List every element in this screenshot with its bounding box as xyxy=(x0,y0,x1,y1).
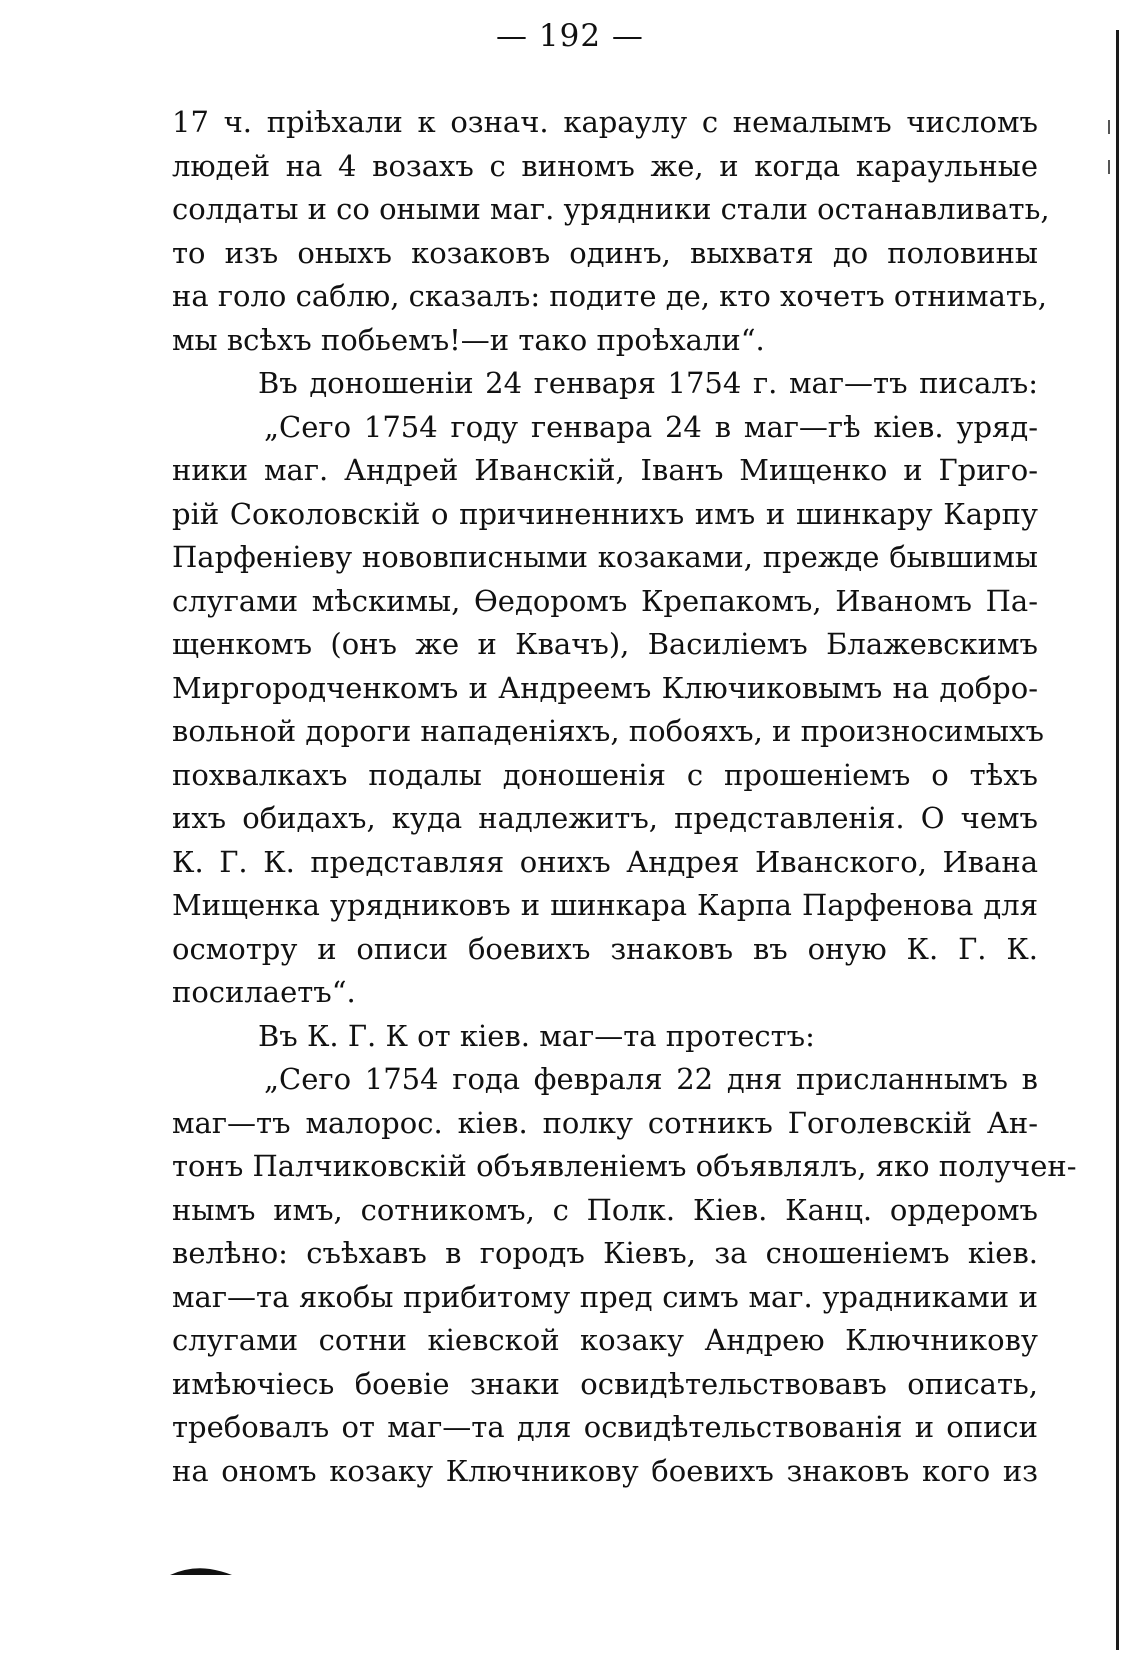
text-line: Въ доношеніи 24 генваря 1754 г. маг—тъ писалъ: xyxy=(258,366,1038,400)
text-line: маг—тъ малорос. кіев. полку сотникъ Гоголевскій Ан- xyxy=(172,1105,1038,1140)
text-line: маг—та якобы прибитому пред симъ маг. урадниками и xyxy=(172,1279,1038,1314)
text-line: рій Соколовскій о причиненнихъ имъ и шинкару Карпу xyxy=(172,496,1038,531)
text-line: щенкомъ (онъ же и Квачъ), Василіемъ Блажевскимъ xyxy=(172,627,1038,661)
text-line: имѣючіесь боевіе знаки освидѣтельствовавъ описать, xyxy=(172,1366,1038,1401)
text-line: 17 ч. пріѣхали к означ. караулу с немалымъ числомъ xyxy=(172,105,1038,139)
text-line: вольной дороги нападеніяхъ, побояхъ, и произносимыхъ xyxy=(172,714,1044,748)
ink-blot-mark xyxy=(170,1566,232,1576)
text-line: Миргородченкомъ и Андреемъ Ключиковымъ на добро- xyxy=(172,670,1038,705)
text-line: на голо саблю, сказалъ: подите де, кто хочетъ отнимать, xyxy=(172,279,1047,313)
text-line: похвалкахъ подалы доношенія с прошеніемъ о тѣхъ xyxy=(172,757,1038,792)
text-line: то изъ оныхъ козаковъ одинъ, выхватя до половины xyxy=(172,235,1038,270)
text-line: на ономъ козаку Ключникову боевихъ знаковъ кого из xyxy=(172,1453,1038,1488)
text-line: слугами сотни кіевской козаку Андрею Ключникову xyxy=(172,1323,1038,1357)
margin-mark xyxy=(1108,120,1110,134)
text-line: Въ К. Г. К от кіев. маг—та протестъ: xyxy=(258,1018,815,1053)
text-line: людей на 4 возахъ с виномъ же, и когда караульные xyxy=(172,148,1038,183)
text-line: велѣно: съѣхавъ в городъ Кіевъ, за сношеніемъ кіев. xyxy=(172,1236,1038,1270)
margin-mark xyxy=(1108,160,1110,174)
text-line: „Сего 1754 году генвара 24 в маг—гѣ кіев. уряд- xyxy=(264,409,1038,444)
text-line: ники маг. Андрей Иванскій, Іванъ Мищенко и Григо- xyxy=(172,453,1038,487)
text-line: тонъ Палчиковскій объявленіемъ объявлялъ, яко получен- xyxy=(172,1149,1077,1183)
text-line: „Сего 1754 года февраля 22 дня присланнымъ в xyxy=(264,1062,1038,1096)
page-number: — 192 — xyxy=(496,18,644,54)
text-line: слугами мѣскимы, Өедоромъ Крепакомъ, Иваномъ Па- xyxy=(172,583,1038,618)
text-line: осмотру и описи боевихъ знаковъ въ оную К. Г. К. xyxy=(172,931,1038,966)
text-line: Парфеніеву нововписными козаками, прежде бывшимы xyxy=(172,540,1038,574)
text-line: посилаетъ“. xyxy=(172,975,356,1009)
page-edge-rule xyxy=(1116,30,1119,1650)
text-line: требовалъ от маг—та для освидѣтельствованія и описи xyxy=(172,1410,1038,1444)
text-line: ихъ обидахъ, куда надлежитъ, представленія. О чемъ xyxy=(172,801,1038,835)
text-line: К. Г. К. представляя онихъ Андрея Иванского, Ивана xyxy=(172,844,1038,879)
text-line: Мищенка урядниковъ и шинкара Карпа Парфенова для xyxy=(172,888,1038,922)
text-line: солдаты и со оными маг. урядники стали останавливать, xyxy=(172,192,1050,226)
body-text xyxy=(172,101,1077,1493)
text-line: нымъ имъ, сотникомъ, с Полк. Кіев. Канц. ордеромъ xyxy=(172,1192,1038,1227)
text-line: мы всѣхъ побьемъ!—и тако проѣхали“. xyxy=(172,322,765,357)
